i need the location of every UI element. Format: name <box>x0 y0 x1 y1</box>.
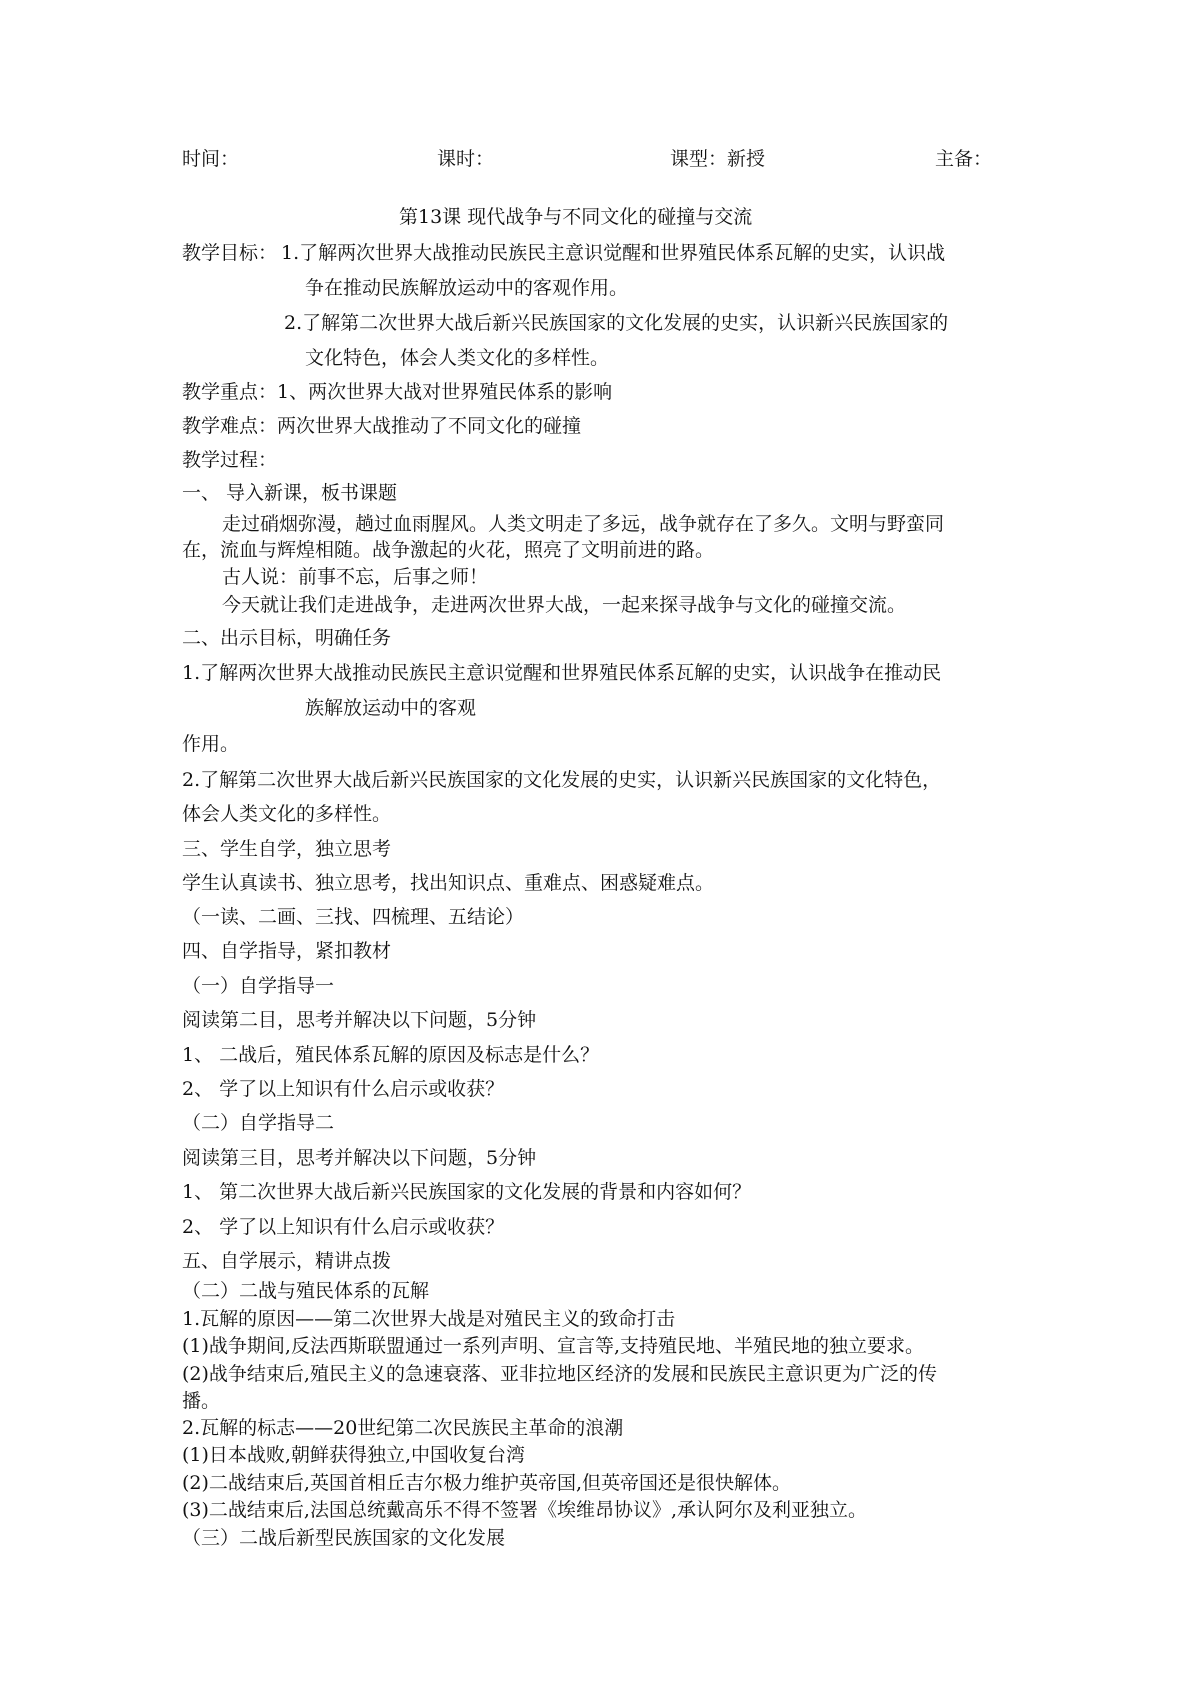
sign-3: (3)二战结束后,法国总统戴高乐不得不签署《埃维昂协议》,承认阿尔及利亚独立。 <box>182 1499 867 1521</box>
sign-1: (1)日本战败,朝鲜获得独立,中国收复台湾 <box>182 1444 525 1466</box>
objective-1-line-2: 争在推动民族解放运动中的客观作用。 <box>305 277 629 299</box>
guide-2-question-2: 2、 学了以上知识有什么启示或收获？ <box>182 1216 505 1238</box>
process-label: 教学过程： <box>182 449 278 471</box>
reason-2-line-1: (2)战争结束后,殖民主义的急速衰落、亚非拉地区经济的发展和民族民主意识更为广泛的传 <box>182 1363 937 1385</box>
guide-1-intro: 阅读第二目，思考并解决以下问题，5分钟 <box>182 1009 537 1031</box>
subsection-3-title: （三）二战后新型民族国家的文化发展 <box>182 1527 506 1549</box>
guide-1-question-1: 1、 二战后，殖民体系瓦解的原因及标志是什么？ <box>182 1044 600 1066</box>
guide-2-intro: 阅读第三目，思考并解决以下问题，5分钟 <box>182 1147 537 1169</box>
reason-1: (1)战争期间,反法西斯联盟通过一系列声明、宣言等,支持殖民地、半殖民地的独立要求。 <box>182 1335 924 1357</box>
sign-title: 2.瓦解的标志——20世纪第二次民族民主革命的浪潮 <box>182 1417 624 1439</box>
section-2-item-1-line-3: 作用。 <box>182 733 240 755</box>
section-1-heading: 一、 导入新课，板书课题 <box>182 482 398 504</box>
section-1-paragraph-1-line-1: 走过硝烟弥漫，趟过血雨腥风。人类文明走了多远，战争就存在了多久。文明与野蛮同 <box>222 513 945 535</box>
section-2-item-2-line-2: 体会人类文化的多样性。 <box>182 803 392 825</box>
header-period-label: 课时： <box>437 148 495 170</box>
section-1-paragraph-1-line-2: 在，流血与辉煌相随。战争激起的火花，照亮了文明前进的路。 <box>182 539 715 561</box>
guide-2-question-1: 1、 第二次世界大战后新兴民族国家的文化发展的背景和内容如何？ <box>182 1181 752 1203</box>
reason-title: 1.瓦解的原因——第二次世界大战是对殖民主义的致命打击 <box>182 1308 676 1330</box>
header-author-label: 主备： <box>935 148 993 170</box>
header-type-label: 课型：新授 <box>670 148 766 170</box>
guide-1-title: （一）自学指导一 <box>182 975 335 997</box>
objectives-label: 教学目标： <box>182 242 278 264</box>
subsection-2-title: （二）二战与殖民体系的瓦解 <box>182 1280 430 1302</box>
section-4-heading: 四、自学指导，紧扣教材 <box>182 940 392 962</box>
objective-2-line-1: 2.了解第二次世界大战后新兴民族国家的文化发展的史实，认识新兴民族国家的 <box>284 312 949 334</box>
section-2-item-1-line-1: 1.了解两次世界大战推动民族民主意识觉醒和世界殖民体系瓦解的史实，认识战争在推动民 <box>182 662 942 684</box>
section-3-line-1: 学生认真读书、独立思考，找出知识点、重难点、困惑疑难点。 <box>182 872 715 894</box>
section-3-line-2: （一读、二画、三找、四梳理、五结论） <box>182 906 525 928</box>
section-2-item-1-line-2: 族解放运动中的客观 <box>305 697 477 719</box>
section-2-item-2-line-1: 2.了解第二次世界大战后新兴民族国家的文化发展的史实，认识新兴民族国家的文化特色， <box>182 769 942 791</box>
page-title: 第13课 现代战争与不同文化的碰撞与交流 <box>399 206 753 228</box>
section-3-heading: 三、学生自学，独立思考 <box>182 838 392 860</box>
reason-2-line-2: 播。 <box>182 1390 221 1412</box>
section-1-paragraph-3: 今天就让我们走进战争，走进两次世界大战，一起来探寻战争与文化的碰撞交流。 <box>222 594 907 616</box>
sign-2: (2)二战结束后,英国首相丘吉尔极力维护英帝国,但英帝国还是很快解体。 <box>182 1472 791 1494</box>
section-2-heading: 二、出示目标，明确任务 <box>182 627 392 649</box>
section-5-heading: 五、自学展示，精讲点拨 <box>182 1250 392 1272</box>
section-1-paragraph-2: 古人说：前事不忘，后事之师！ <box>222 566 489 588</box>
objective-2-line-2: 文化特色，体会人类文化的多样性。 <box>305 347 610 369</box>
key-point: 教学重点：1、两次世界大战对世界殖民体系的影响 <box>182 381 613 403</box>
difficulty: 教学难点：两次世界大战推动了不同文化的碰撞 <box>182 415 582 437</box>
guide-1-question-2: 2、 学了以上知识有什么启示或收获？ <box>182 1078 505 1100</box>
guide-2-title: （二）自学指导二 <box>182 1112 335 1134</box>
objective-1-line-1: 1.了解两次世界大战推动民族民主意识觉醒和世界殖民体系瓦解的史实，认识战 <box>281 242 946 264</box>
header-time-label: 时间： <box>182 148 240 170</box>
